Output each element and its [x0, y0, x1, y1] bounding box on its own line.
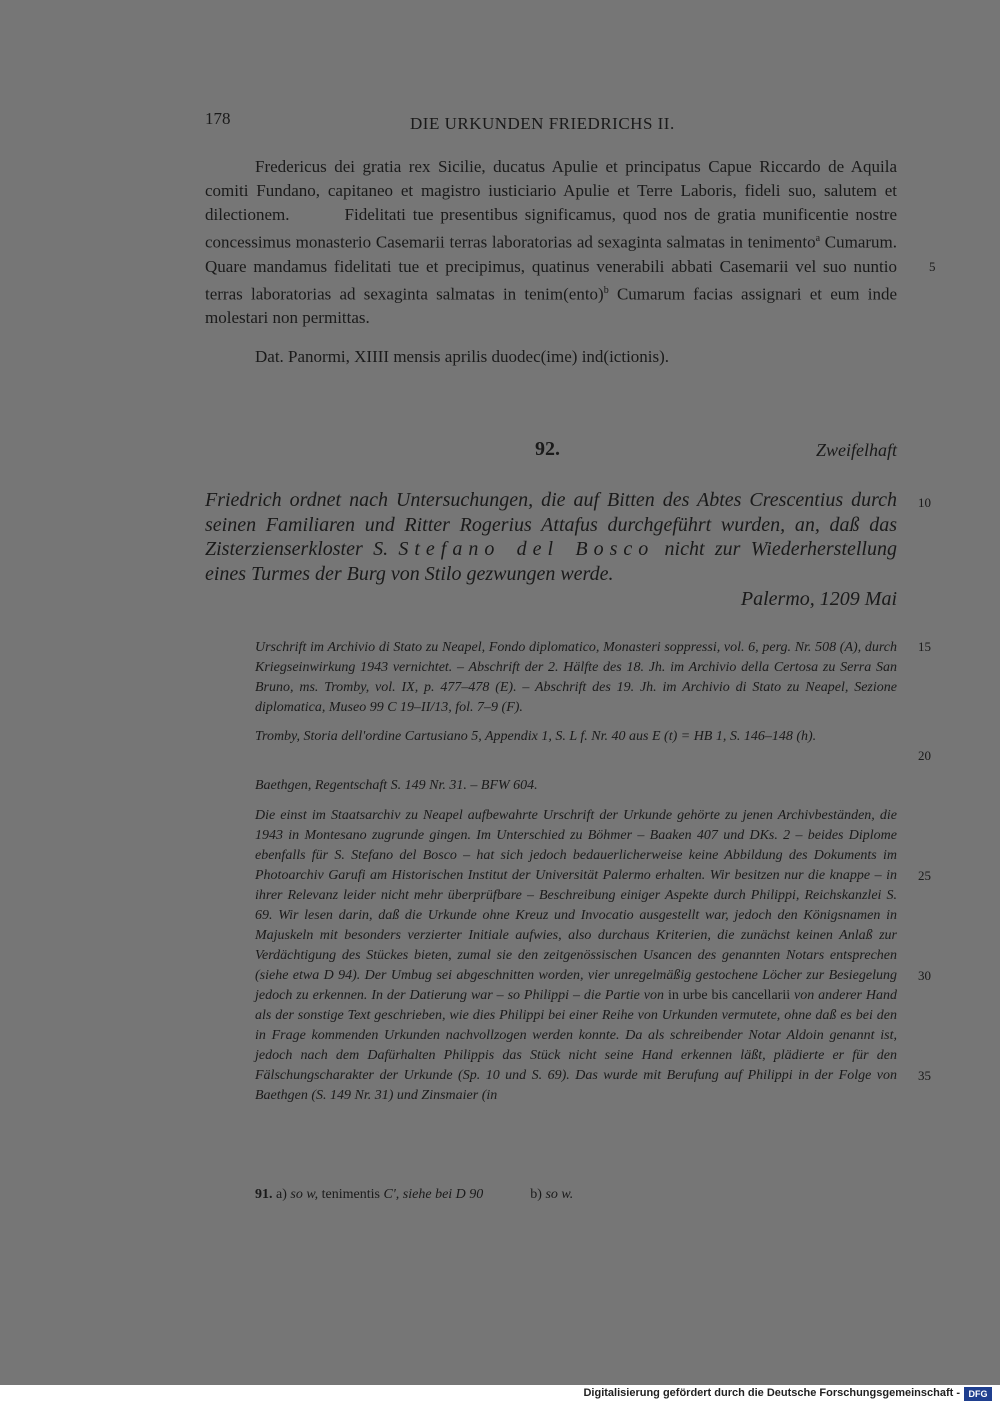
place-date: Palermo, 1209 Mai	[740, 588, 897, 610]
footnote-a-note: C', siehe bei D 90	[383, 1187, 484, 1202]
regest	[205, 488, 897, 586]
line-number: 30	[918, 968, 931, 983]
line-number: 20	[918, 748, 931, 763]
dating-clause: Dat. Panormi, XIIII mensis aprilis duodec(ime) ind(ictionis).	[255, 347, 670, 366]
registers-note: Baethgen, Regentschaft S. 149 Nr. 31. – BFW 604.	[255, 778, 538, 793]
footnote-b-label: b)	[530, 1187, 542, 1202]
footnote	[255, 1187, 573, 1203]
note-marker-a: a	[815, 233, 821, 244]
footnote-ref: 91.	[255, 1187, 273, 1202]
dfg-logo: DFG	[964, 1387, 992, 1401]
running-title: DIE URKUNDEN FRIEDRICHS II.	[410, 114, 675, 133]
footnote-a-label: a)	[276, 1187, 287, 1202]
line-number: 25	[918, 868, 931, 883]
line-number: 5	[929, 259, 936, 274]
print-note: Tromby, Storia dell'ordine Cartusiano 5, Appendix 1, S. L f. Nr. 40 aus E (t) = HB 1, S. 146–148 (h).	[255, 729, 817, 744]
commentary-text: von anderer Hand als der sonstige Text geschrieben, wie dies Philippi bei einer Reihe von Urkunden vermutete, ohne daß es bei den in Frage kommenden Urkunden nachvollzogen werden konnte. Da als schreibender Notar Aldoin genannt ist, jedoch nach dem Dafürhalten Philippis das Stück nicht seine Hand erkennen läßt, plädierte er für den Fälschungscharakter der Urkunde (Sp. 10 und S. 69). Das wurde mit Berufung auf Philippi in der Folge von Baethgen (S. 149 Nr. 31) und Zinsmaier (in	[255, 988, 897, 1103]
footnote-a-word: tenimentis	[321, 1187, 380, 1202]
document-91-text	[205, 155, 897, 330]
commentary-text: Die einst im Staatsarchiv zu Neapel aufbewahrte Urschrift der Urkunde gehörte zu jenen Archivbeständen, die 1943 in Montesano zugrunde gingen. Im Unterschied zu Böhmer – Baaken 407 und DKs. 2 – beides Diplome ebenfalls für S. Stefano del Bosco – hat sich jedoch bedauerlicherweise keine Abbildung des Dokuments im Photoarchiv Garufi am Historischen Institut der Universität Palermo erhalten. Wir besitzen nur die knappe – in ihrer Relevanz leider nicht mehr überprüfbare – Beschreibung einiger Aspekte durch Philippi, Reichskanzlei S. 69. Wir lesen darin, daß die Urkunde ohne Kreuz und Invocatio ausgestellt war, jedoch den Königsnamen in Majuskeln mit besonders verzierter Initiale aufwies, also durchaus Kriterien, die zunächst keinen Anlaß zur Verdächtigung des Stückes bieten, zumal sie den zeitgenössischen Usancen des genannten Notars entsprechen (siehe etwa D 94). Der Umbug sei abgeschnitten worden, vier unregelmäßig gestochene Löcher zur Besiegelung jedoch zu erkennen. In der Datierung war – so Philippi – die Partie von	[255, 808, 897, 1003]
footnote-b-note: so w.	[545, 1187, 574, 1202]
line-number: 35	[918, 1068, 931, 1083]
commentary-quote: in urbe bis cancellarii	[667, 988, 791, 1003]
text-part: Fredericus dei gratia rex Sicilie, ducatus Apulie et principatus Capue Riccardo de Aquila comiti Fundano, capitaneo et magistro iusticiario Apulie et Terre Laboris, fideli suo, salutem et dilectionem.	[205, 157, 897, 224]
text-part: Cumarum. Quare mandamus fidelitati tue et precipimus, quatinus venerabili abbati Casemarii vel suo nuntio terras laboratorias ad sexaginta salmatas in tenim(ento)	[205, 232, 897, 304]
commentary	[255, 806, 897, 1106]
footnote-a-note: so w,	[290, 1187, 319, 1202]
regest-spaced-name: Stefano del Bosco	[398, 538, 655, 560]
line-number: 15	[918, 639, 931, 654]
regest-text: nicht zur Wiederherstellung eines Turmes der Burg von Stilo gezwungen werde.	[205, 538, 897, 585]
funding-notice: Digitalisierung gefördert durch die Deutsche Forschungsgemeinschaft -	[583, 1387, 960, 1399]
note-marker-b: b	[603, 284, 609, 296]
line-number: 10	[918, 495, 931, 510]
regest-text: Friedrich ordnet nach Untersuchungen, die auf Bitten des Abtes Crescentius durch seinen Familiaren und Ritter Rogerius Attafus durchgeführt wurden, an, daß das Zisterzienserkloster S.	[205, 489, 897, 560]
document-number: 92.	[535, 438, 560, 460]
tradition-note: Urschrift im Archivio di Stato zu Neapel, Fondo diplomatico, Monasteri soppressi, vol. 6, perg. Nr. 508 (A), durch Kriegseinwirkung 1943 vernichtet. – Abschrift der 2. Hälfte des 18. Jh. im Archivio della Certosa zu Serra San Bruno, ms. Tromby, vol. IX, p. 477–478 (E). – Abschrift des 19. Jh. im Archivio di Stato zu Neapel, Sezione diplomatica, Museo 99 C 19–II/13, fol. 7–9 (F).	[255, 640, 897, 715]
document-status: Zweifelhaft	[816, 440, 897, 460]
text-part: Fidelitati tue presentibus significamus, quod nos de gratia munificentie nostre concessimus monasterio Casemarii terras laboratorias ad sexaginta salmatas in tenimento	[205, 205, 897, 252]
page-number: 178	[205, 109, 231, 128]
text-part: Cumarum facias assignari et eum inde molestari non permittas.	[205, 284, 897, 328]
